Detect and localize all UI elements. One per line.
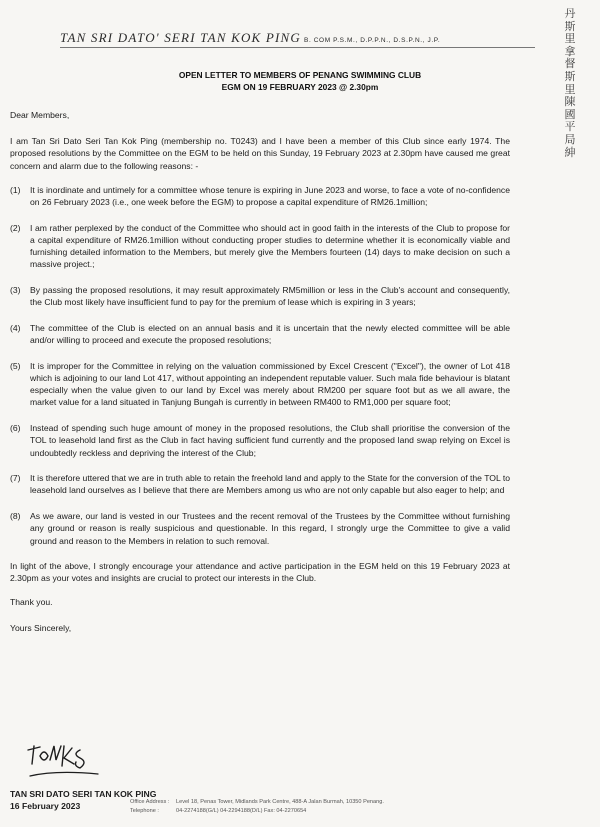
sign-off: Yours Sincerely, [10,622,72,633]
telephone-label: Telephone : [130,807,159,814]
letter-subtitle: EGM ON 19 FEBRUARY 2023 @ 2.30pm [221,82,379,92]
reason-text: Instead of spending such huge amount of money in the proposed resolutions, the Club shall prioritise the conversion of the TOL to leasehold land first as the Club in fact having sufficient fund currently and the proposed land swap relying on Excel is undoubtedly reckless and depriving the interest of the Club; [30,423,510,458]
reason-number: (2) [10,222,21,233]
salutation: Dear Members, [10,110,70,120]
reason-item [10,472,510,496]
intro-paragraph: I am Tan Sri Dato Seri Tan Kok Ping (membership no. T0243) and I have been a member of this Club since early 1974. The proposed resolutions by the Committee on the EGM to be held on this Sunday, 19 February 2023 at 2.30pm have caused me great concern and alarm due to the following reasons: - [10,136,510,171]
reason-item [10,284,510,308]
reason-text: As we aware, our land is vested in our Trustees and the recent removal of the Trustees by the Committee without furnishing any ground or reason is really suspicious and questionable. In this regard, I strongly urge the Committee to give a valid ground and reason to the Members in relation to such removal. [30,511,510,546]
reason-text: It is improper for the Committee in relying on the valuation commissioned by Excel Crescent ("Excel"), the owner of Lot 418 which is adjoining to our land Lot 417, without appointing an independent reputable valuer. Such mala fide behaviour is blatant especially when the value given to our land by Excel was merely about RM200 per square foot but as we all aware, the market value for a land situated in Tanjung Bungah is currently in between RM400 to RM1,000 per square foot; [30,360,510,408]
reason-text: It is therefore uttered that we are in truth able to retain the freehold land and apply to the State for the conversion of the TOL to leasehold land ourselves as I believe that there are Members among us who are not only capable but also eager to help; and [30,473,510,496]
letterhead-rule [60,47,535,48]
reason-number: (1) [10,184,21,195]
chinese-name-vertical: 丹斯里拿督斯里陳國平局紳 [564,7,576,159]
reason-number: (6) [10,423,21,434]
reason-text: The committee of the Club is elected on an annual basis and it is uncertain that the newly elected committee will be able and/or willing to proceed and execute the proposed resolutions; [30,322,510,346]
reason-number: (5) [10,360,21,371]
reason-item [10,360,510,409]
handwritten-signature [26,734,116,786]
reason-number: (3) [10,285,21,296]
reason-text: I am rather perplexed by the conduct of the Committee who should act in good faith in the interests of the Club to propose for a capital expenditure of RM26.1million without conducting proper studies to determine whether it is economically viable and furnishing detailed information to the Members, but merely give the Members fourteen (14) days to make decision on such a massive project.; [30,222,510,270]
signer-name: TAN SRI DATO SERI TAN KOK PING [10,789,157,799]
reason-text: By passing the proposed resolutions, it may result approximately RM5million or less in the Club's account and consequently, the Club most likely have insufficient fund to pay for the premium of lease which is expiring in 3 years; [30,285,510,308]
office-telephone: 04-2274188(G/L) 04-2294188(D/L) Fax: 04-2270654 [176,807,307,814]
office-address-label: Office Address : [130,799,170,805]
letterhead-qualifications: B. COM P.S.M., D.P.P.N., D.S.P.N., J.P. [304,37,441,44]
reason-item [10,422,510,459]
letterhead-name: TAN SRI DATO' SERI TAN KOK PING [60,30,302,45]
reason-item [10,184,510,208]
closing-paragraph: In light of the above, I strongly encourage your attendance and active participation in the EGM held on this 19 February 2023 at 2.30pm as your votes and insights are crucial to protect our interests in the Club. [10,561,510,584]
thank-you-line: Thank you. [10,596,53,607]
letterhead [60,30,440,46]
office-details [176,798,384,815]
reason-item [10,322,510,346]
reason-text: It is inordinate and untimely for a committee whose tenure is expiring in June 2023 and worse, to face a vote of no-confidence on 26 February 2023 (i.e., one week before the EGM) to propose a capital expenditure of RM26.1million; [30,184,510,208]
letter-title: OPEN LETTER TO MEMBERS OF PENANG SWIMMING CLUB [178,70,422,80]
reason-number: (4) [10,322,21,333]
signature-date: 16 February 2023 [10,801,81,811]
reasons-list [10,184,510,547]
reason-item [10,222,510,271]
office-address: Level 18, Penas Tower, Midlands Park Centre, 488-A Jalan Burmah, 10350 Penang. [176,799,384,805]
office-labels [130,798,169,815]
reason-number: (7) [10,473,21,484]
letter-body [10,100,510,634]
reason-item [10,510,510,547]
reason-number: (8) [10,511,21,522]
